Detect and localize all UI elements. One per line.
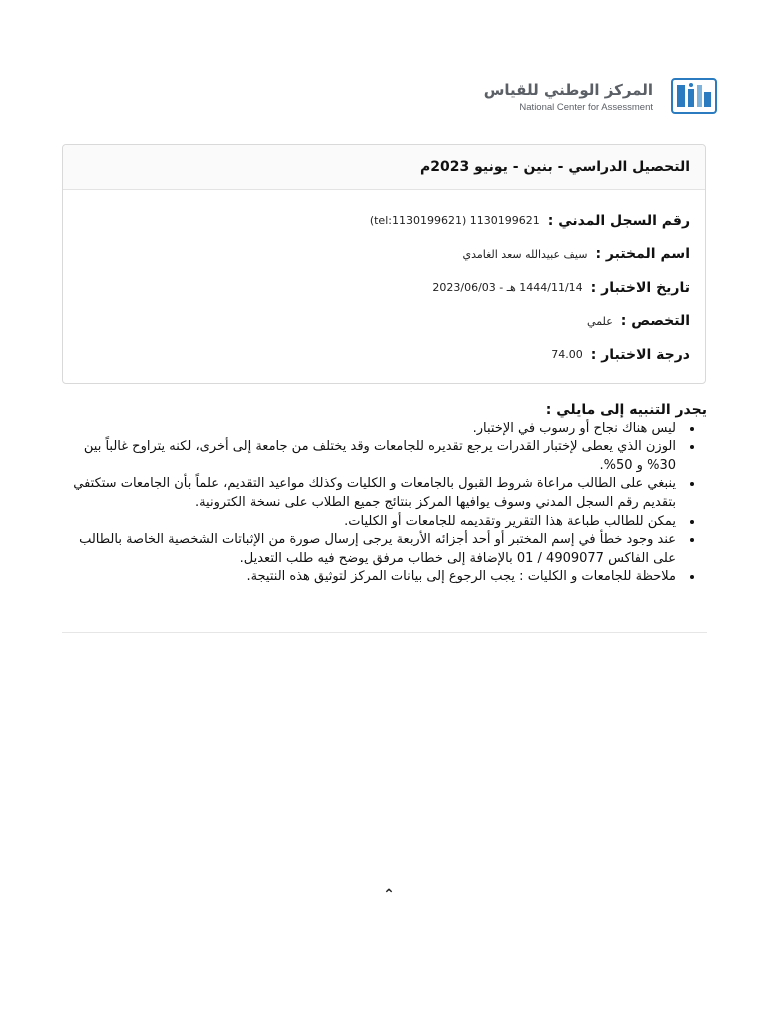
field-score: [78, 338, 690, 372]
list-item: • يمكن للطالب طباعة هذا التقرير وتقديمه للجامعات أو الكليات.: [62, 513, 680, 532]
qiyas-logo-icon: [671, 78, 717, 114]
field-label: رقم السجل المدني :: [547, 212, 690, 229]
national-id-link[interactable]: 1130199621 (tel:1130199621): [369, 214, 540, 228]
list-item: • عند وجود خطأ في إسم المختبر أو أحد أجزائه الأربعة يرجى إرسال صورة من الإثباتات الشخصية الخاصة بالطالب على الفاكس 4909077 / 01 بالإضافة إلى خطاب مرفق يوضح فيه طلب التعديل.: [62, 531, 680, 568]
chevron-up-icon: ⌃: [383, 887, 395, 903]
field-label: التخصص :: [620, 313, 690, 330]
logo-name-english: National Center for Assessment: [519, 102, 653, 113]
field-value: 74.00: [551, 348, 583, 362]
notes-title: يجدر التنبيه إلى مايلي :: [545, 402, 707, 418]
list-item: • ملاحظة للجامعات و الكليات : يجب الرجوع إلى بيانات المركز لتوثيق هذه النتيجة.: [62, 568, 680, 587]
field-value: 1444/11/14 هـ - 2023/06/03: [432, 281, 583, 295]
scroll-top-button[interactable]: [378, 884, 400, 906]
field-label: درجة الاختبار :: [590, 346, 690, 363]
field-specialization: [78, 305, 690, 339]
field-national-id: [78, 204, 690, 238]
field-label: تاريخ الاختبار :: [590, 279, 690, 296]
list-item: • ليس هناك نجاح أو رسوب في الإختبار.: [62, 420, 680, 439]
list-item: • الوزن الذي يعطى لإختبار القدرات يرجع تقديره للجامعات وقد يختلف من جامعة إلى أخرى، لكنه يتراوح غالباً بين 30% و 50%.: [62, 438, 680, 475]
qiyas-logo: [483, 78, 717, 116]
field-examinee-name: [78, 238, 690, 272]
divider: [62, 632, 707, 633]
list-item: • ينبغي على الطالب مراعاة شروط القبول بالجامعات و الكليات وكذلك مواعيد التقديم، علماً بأن الجامعات ستكتفي بتقديم رقم السجل المدني وسوف يوافيها المركز بنتائج جميع الطلاب على نسخة الكترونية.: [62, 475, 680, 512]
exam-title: التحصيل الدراسي - بنين - يونيو 2023م: [63, 145, 705, 190]
notes-list: [62, 420, 707, 587]
result-card: [62, 144, 706, 384]
field-exam-date: [78, 271, 690, 305]
field-value: علمي: [587, 314, 613, 328]
notes-section: [62, 401, 707, 587]
field-label: اسم المختبر :: [595, 246, 690, 263]
field-value: سيف عبيدالله سعد الغامدي: [462, 247, 588, 261]
logo-name-arabic: المركز الوطني للقياس: [483, 81, 653, 99]
